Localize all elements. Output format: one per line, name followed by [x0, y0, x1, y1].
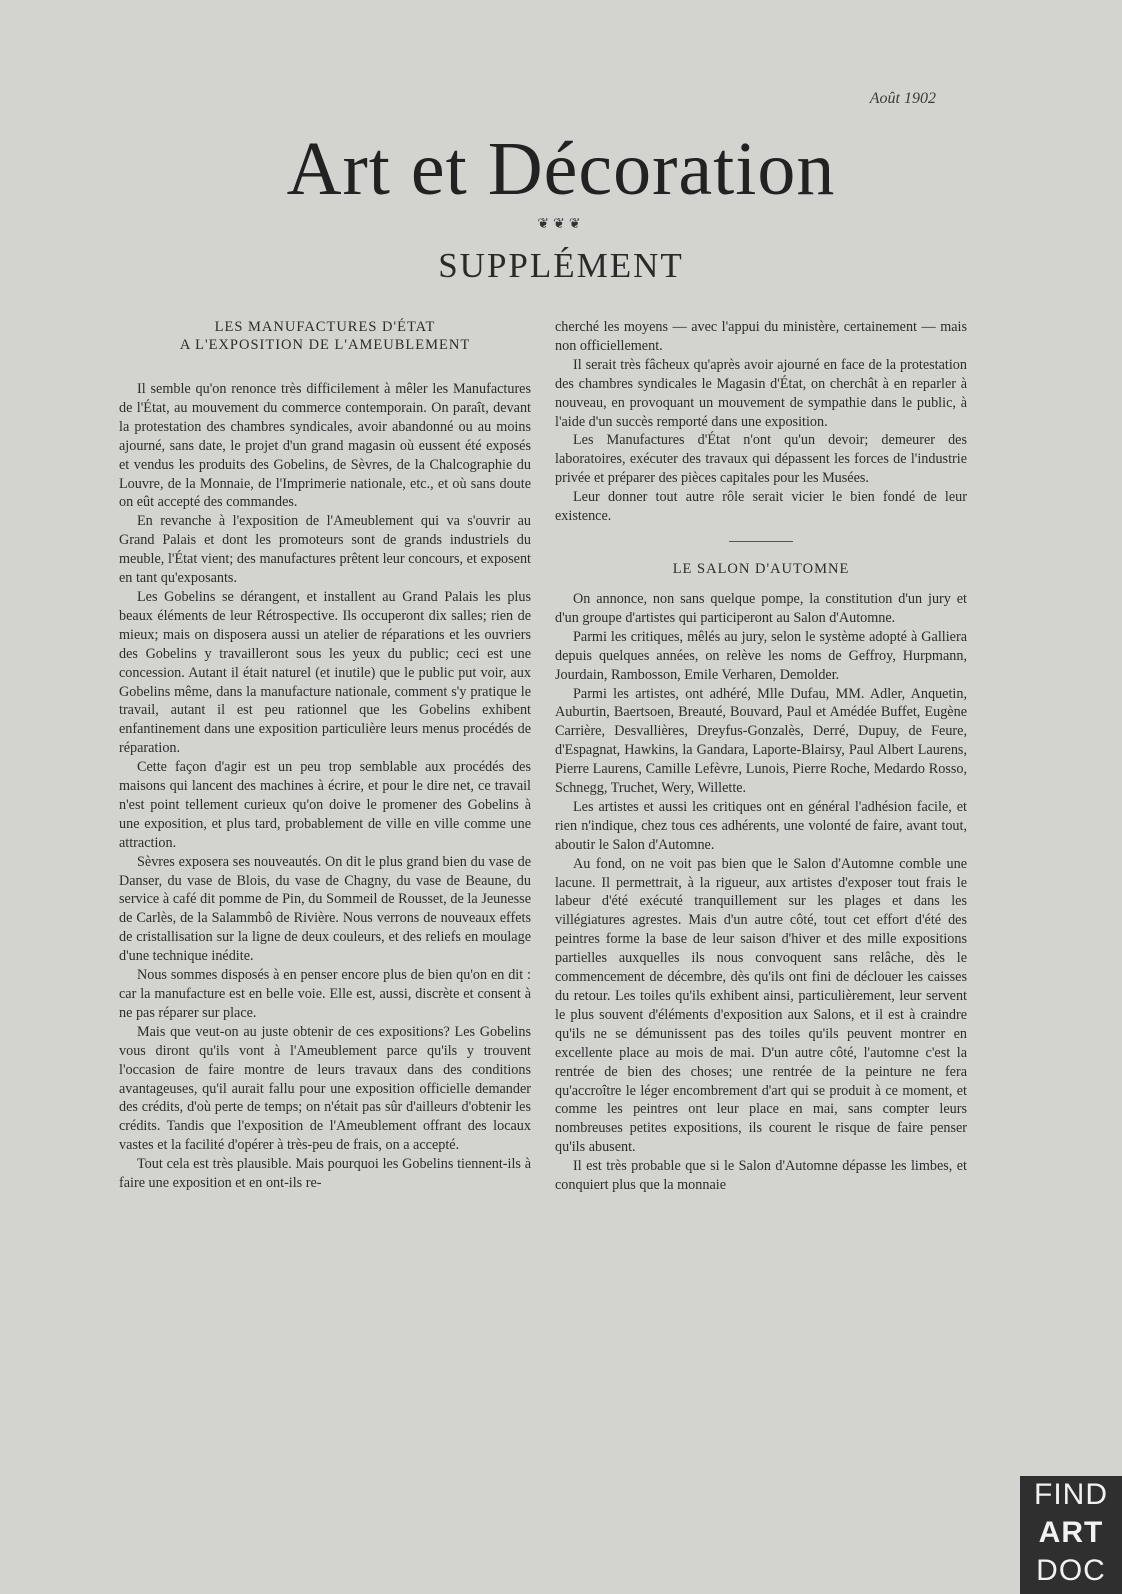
article1-heading-line1: LES MANUFACTURES D'ÉTAT — [214, 319, 436, 335]
watermark-line2: ART — [1038, 1516, 1104, 1549]
issue-date: Août 1902 — [869, 90, 936, 107]
paragraph: Sèvres exposera ses nouveautés. On dit le plus grand bien du vase de Danser, du vase de Blois, du vase de Chagny, du vase de Beaune, du service à café dit pomme de Pin, du Sommeil de Rousset, de la Jeunesse de Carlès, de la Salammbô de Rivière. Nous verrons de nouveaux effets de cristallisation sur la ligne de deux couleurs, et des reliefs en moulage d'une technique inédite. — [119, 853, 531, 965]
left-column — [119, 318, 531, 1193]
article2-heading: LE SALON D'AUTOMNE — [672, 560, 850, 577]
paragraph: Leur donner tout autre rôle serait vicier le bien fondé de leur existence. — [555, 489, 967, 525]
paragraph: Il est très probable que si le Salon d'Automne dépasse les limbes, et conquiert plus que la monnaie — [555, 1158, 967, 1194]
paragraph: Au fond, on ne voit pas bien que le Salon d'Automne comble une lacune. Il permettrait, à la rigueur, aux artistes d'exposer tout frais le labeur d'été exécuté tranquillement sur les plages et dans les villégiatures agrestes. Mais d'un autre côté, tout cet effort d'été des peintres forme la base de leur saison d'hiver et des mille expositions partielles auxquelles ils nous convoquent sans relâche, dès le commencement de décembre, dès qu'ils ont fini de déclouer les caisses du retour. Les toiles qu'ils exhibent ainsi, particulièrement, leur servent le plus souvent d'éléments d'exposition aux Salons, et il est à craindre qu'ils ne se démunissent pas des toiles qu'ils peuvent montrer en excellente place au mois de mai. D'un autre côté, l'automne c'est la rentrée de bien des choses; une rentrée de la peinture ne fera qu'accroître le léger encombrement d'art qui se produit à ce moment, et comme les peintres ont leur place en mai, sans compter leurs nombreuses petites expositions, ils courent le risque de faire penser qu'ils abusent. — [555, 855, 967, 1156]
paragraph: Il semble qu'on renonce très difficilement à mêler les Manufactures de l'État, au mouvement du commerce contemporain. On paraît, devant la protestation des chambres syndicales, avoir abandonné ou au moins ajourné, sans date, le projet d'un grand magasin où eussent été exposés et vendus les produits des Gobelins, de Sèvres, de la Chalcographie du Louvre, de la Monnaie, de l'Imprimerie nationale, etc., et où sans doute on eût accepté des commandes. — [119, 381, 531, 511]
watermark-line3: DOC — [1036, 1554, 1106, 1587]
supplement-heading: SUPPLÉMENT — [438, 246, 684, 285]
right-column — [555, 318, 967, 1195]
paragraph: En revanche à l'exposition de l'Ameublement qui va s'ouvrir au Grand Palais et dont les promoteurs sont de grands industriels du meuble, l'État vient; des manufactures prêtent leur concours, et exposent en tant qu'exposants. — [119, 513, 531, 587]
paragraph: On annonce, non sans quelque pompe, la constitution d'un jury et d'un groupe d'artistes qui participeront au Salon d'Automne. — [555, 590, 967, 626]
paragraph: Les Gobelins se dérangent, et installent au Grand Palais les plus beaux éléments de leur Rétrospective. Ils occuperont dix salles; rien de mieux; mais on disposera aussi un atelier de réparations et les ouvriers des Gobelins y travailleront sous les yeux du public; ceci est une concession. Autant il était naturel (et inutile) que le public put voir, aux Gobelins même, dans la manufacture nationale, comment s'y pratique le travail, autant il est peu rationnel que les Gobelins exhibent enfantinement dans une exposition particulière leurs menus procédés de réparation. — [119, 588, 531, 757]
paragraph: Tout cela est très plausible. Mais pourquoi les Gobelins tiennent-ils à faire une exposition et en ont-ils re- — [119, 1156, 531, 1192]
paragraph: Nous sommes disposés à en penser encore plus de bien qu'on en dit : car la manufacture est en belle voie. Elle est, aussi, discrète et consent à ne pas réparer sur place. — [119, 967, 531, 1021]
paragraph: Les Manufactures d'État n'ont qu'un devoir; demeurer des laboratoires, exécuter des travaux qui dépassent les forces de l'industrie privée et préparer des pièces capitales pour les Musées. — [555, 432, 967, 487]
paragraph: Cette façon d'agir est un peu trop semblable aux procédés des maisons qui lancent des machines à écrire, et pour le dire net, ce travail n'est point tellement curieux qu'on doive le promener des Gobelins à une exposition, et plus tard, probablement de ville en ville comme une attraction. — [119, 759, 531, 851]
paragraph: cherché les moyens — avec l'appui du ministère, certainement — mais non officiellement. — [555, 319, 967, 354]
article1-heading-line2: A L'EXPOSITION DE L'AMEUBLEMENT — [179, 337, 471, 353]
article1-heading — [119, 318, 531, 354]
paragraph: Il serait très fâcheux qu'après avoir ajourné en face de la protestation des chambres syndicales le Magasin d'État, on cherchât à en reparler à nouveau, en provoquant un mouvement de sympathie dans le public, à l'aide d'un succès remporté dans une exposition. — [555, 356, 967, 430]
section-divider — [555, 532, 967, 546]
watermark-line1: FIND — [1034, 1478, 1108, 1511]
paragraph: Les artistes et aussi les critiques ont en général l'adhésion facile, et rien n'indique, chez tous ces adhérents, une volonté de faire, avant tout, aboutir le Salon d'Automne. — [555, 798, 967, 853]
title-ornament: ❦❦❦ — [537, 216, 585, 232]
paragraph: Mais que veut-on au juste obtenir de ces expositions? Les Gobelins vous diront qu'ils vont à l'Ameublement parce qu'ils y trouvent l'occasion de faire montre de leurs travaux dans des conditions avantageuses, qu'il aurait fallu pour une exposition officielle demander des crédits, d'où perte de temps; on n'était pas sûr d'ailleurs d'obtenir les crédits. Tandis que l'exposition de l'Ameublement offrant des locaux vastes et la facilité d'opérer à très-peu de frais, on a accepté. — [119, 1023, 531, 1154]
findartdoc-watermark — [1020, 1476, 1122, 1594]
journal-title: Art et Décoration — [286, 127, 836, 211]
paragraph: Parmi les critiques, mêlés au jury, selon le système adopté à Galliera depuis quelques années, on relève les noms de Geffroy, Hurpmann, Jourdain, Rambosson, Emile Verharen, Demolder. — [555, 628, 967, 683]
paragraph: Parmi les artistes, ont adhéré, Mlle Dufau, MM. Adler, Anquetin, Auburtin, Baertsoen, Breauté, Bouvard, Paul et Amédée Buffet, Eugène Carrière, Desvallières, Dreyfus-Gonzalès, Derré, Dupuy, de Feure, d'Espagnat, Hawkins, la Gandara, Laporte-Blairsy, Paul Albert Laurens, Pierre Laurens, Camille Lefèvre, Lunois, Pierre Roche, Medardo Rosso, Schnegg, Truchet, Wery, Willette. — [555, 685, 967, 797]
